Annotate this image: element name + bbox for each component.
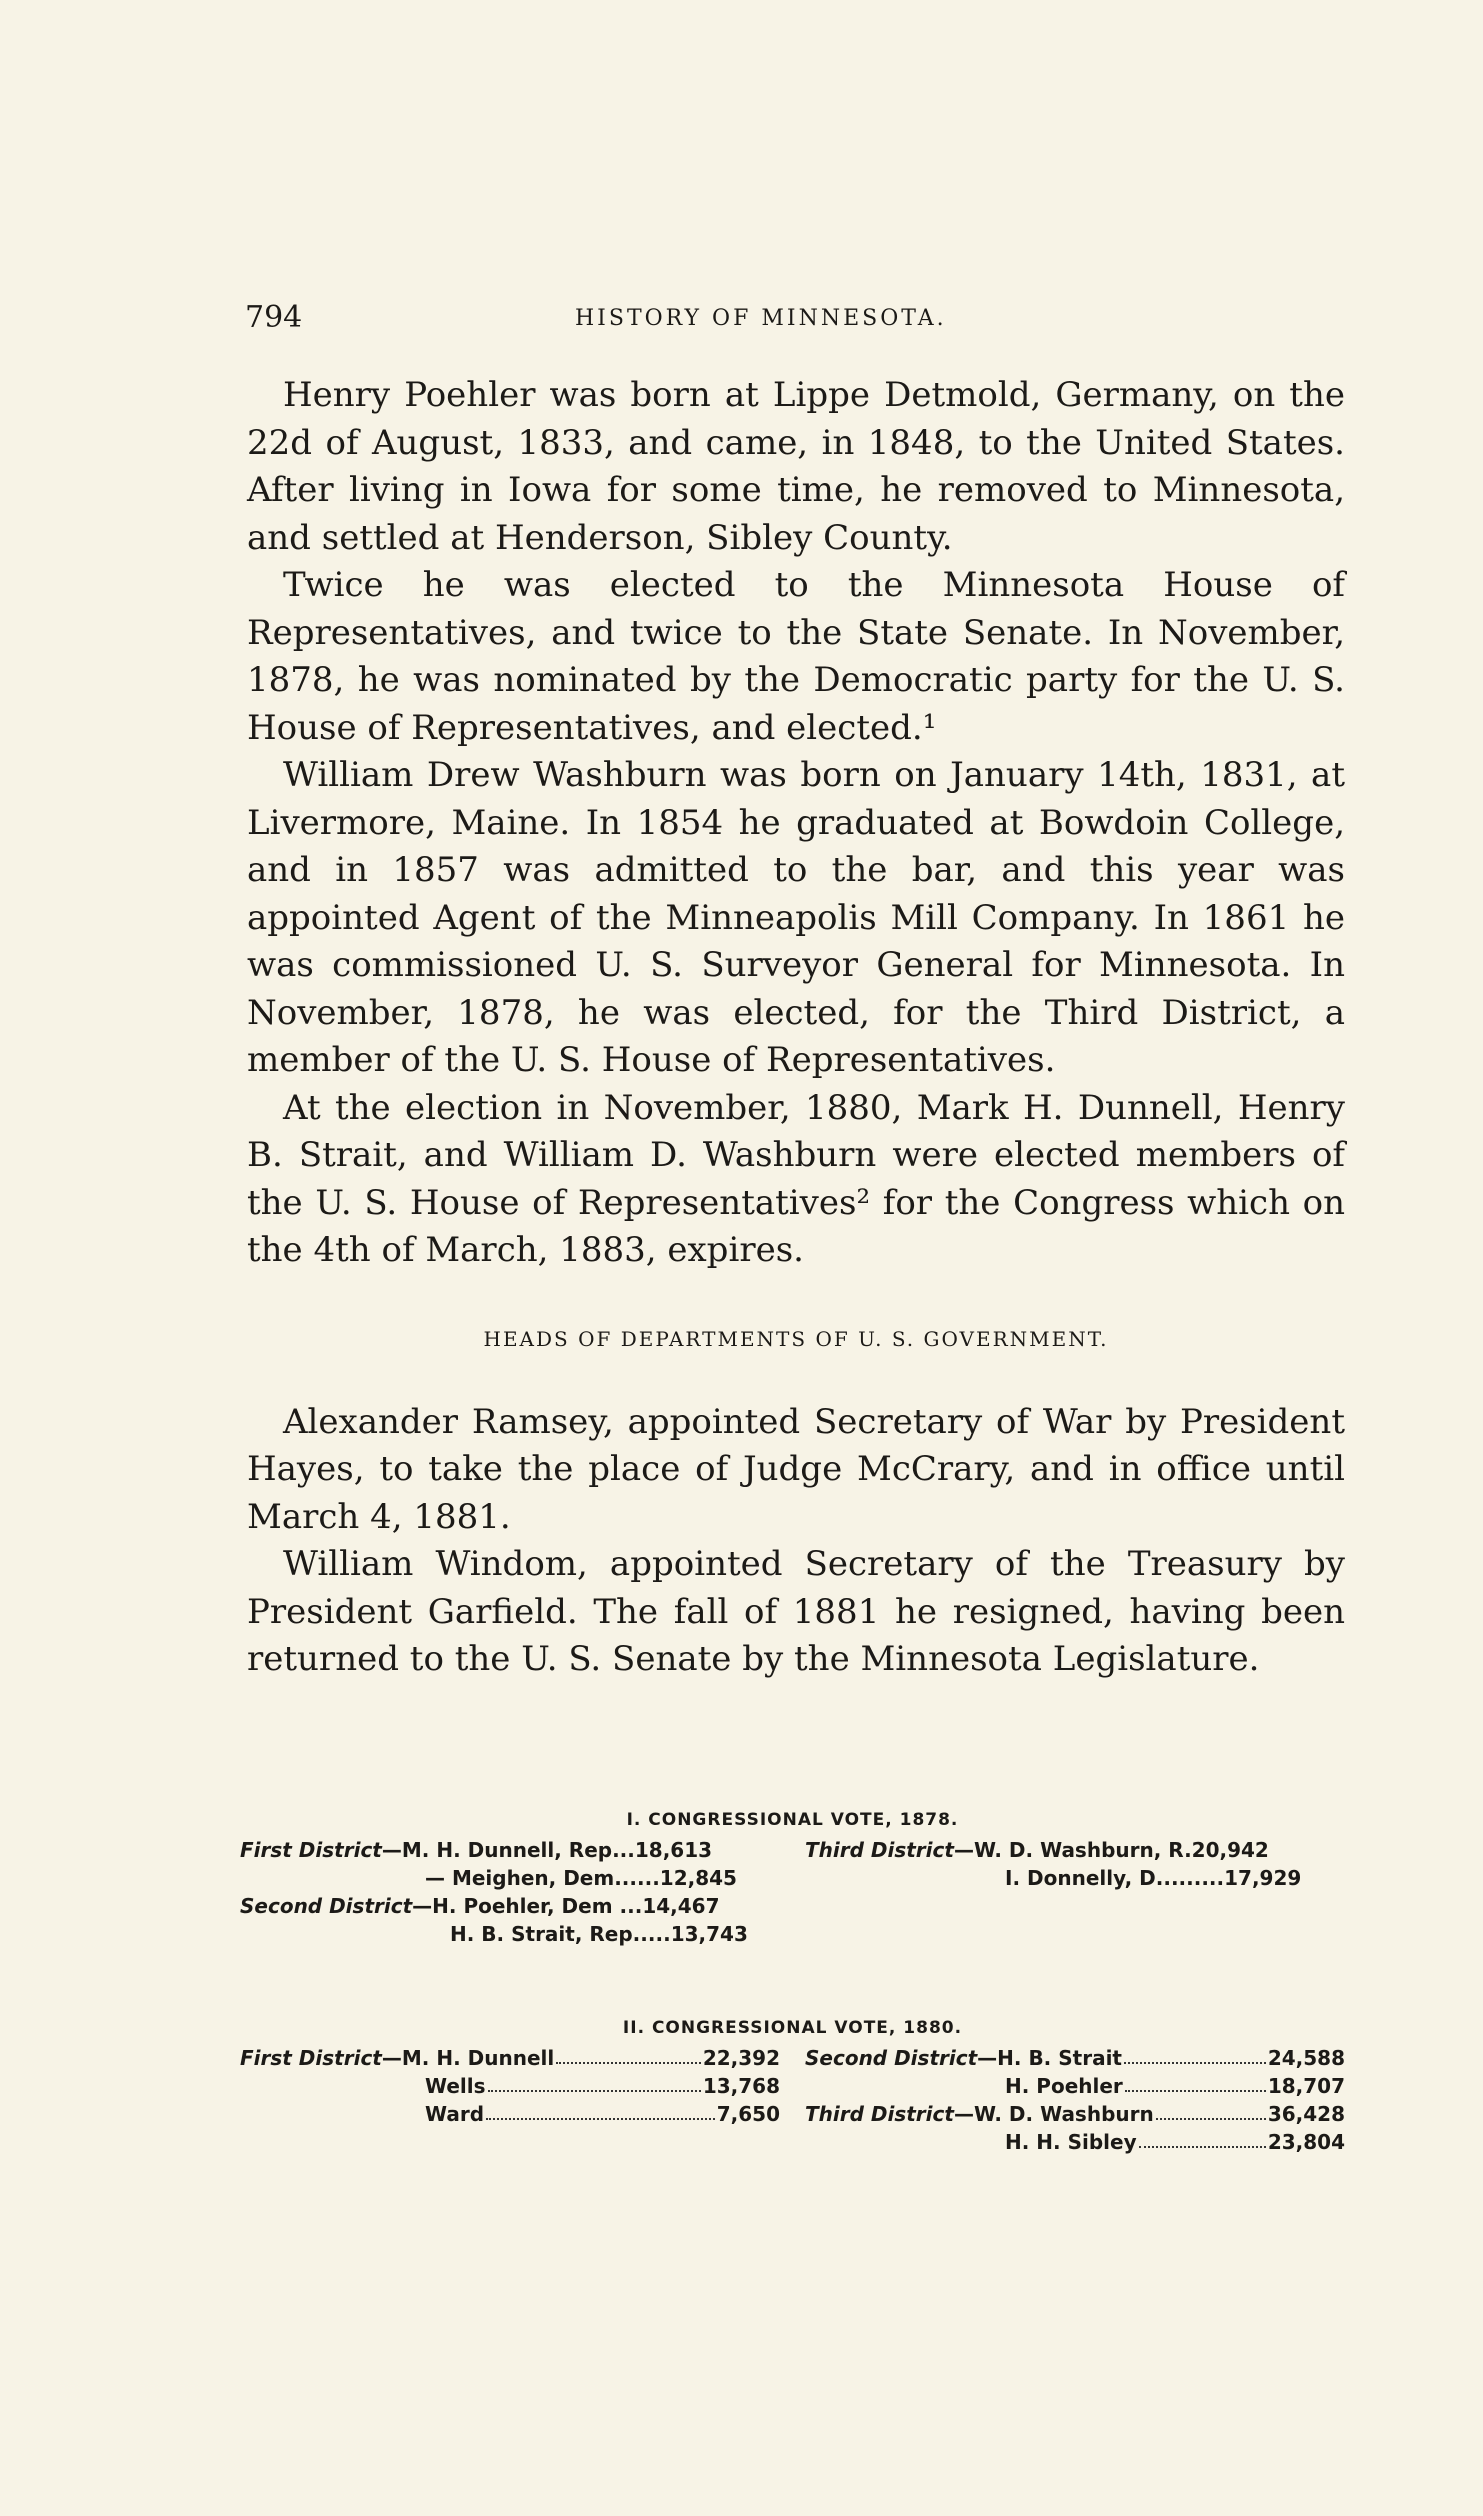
vote-count: 18,707 <box>1267 2074 1345 2098</box>
candidate-name: —H. B. Strait <box>977 2046 1122 2070</box>
vote-1878-right-column <box>805 1836 1345 1948</box>
candidate-name: H. B. Strait, Rep..... <box>450 1922 671 1946</box>
vote-count: 13,743 <box>670 1922 748 1946</box>
paragraph-washburn: William Drew Washburn was born on January 14th, 1831, at Livermore, Maine. In 1854 he graduated at Bowdoin College, and in 1857 was admitted to the bar, and this year was appointed Agent of the Minneapolis Mill Company. In 1861 he was commissioned U. S. Surveyor General for Minnesota. In November, 1878, he was elected, for the Third District, a member of the U. S. House of Representatives. <box>247 755 1345 1080</box>
paragraph-poehler-birth: Henry Poehler was born at Lippe Detmold, Germany, on the 22d of August, 1833, and came, in 1848, to the United States. After living in Iowa for some time, he removed to Minnesota, and settled at Henderson, Sibley County. <box>247 375 1345 558</box>
page-number: 794 <box>245 300 303 335</box>
vote-count: 17,929 <box>1224 1866 1302 1890</box>
table-row <box>240 2044 780 2072</box>
district-label: First District <box>240 1838 382 1862</box>
vote-count: 18,613 <box>634 1838 713 1862</box>
table-row <box>805 1836 1345 1864</box>
vote-count: 22,392 <box>702 2046 780 2070</box>
vote-count: 24,588 <box>1267 2046 1345 2070</box>
vote-1878-title: I. CONGRESSIONAL VOTE, 1878. <box>626 1810 959 1830</box>
vote-1880-title: II. CONGRESSIONAL VOTE, 1880. <box>622 2018 963 2038</box>
table-row <box>805 2100 1345 2128</box>
candidate-name: I. Donnelly, D......... <box>1005 1866 1225 1890</box>
vote-1878-left-column <box>240 1836 780 1948</box>
vote-1880-right-column <box>805 2044 1345 2156</box>
table-row <box>240 1920 780 1948</box>
district-label: First District <box>240 2046 382 2070</box>
candidate-name: H. H. Sibley <box>1005 2130 1137 2154</box>
candidate-name: Ward <box>425 2102 485 2126</box>
candidate-name: —H. Poehler, Dem ... <box>412 1894 643 1918</box>
paragraph-election-1880: At the election in November, 1880, Mark H. Dunnell, Henry B. Strait, and William D. Washburn were elected members of the U. S. House of Representatives² for the Congress which on the 4th of March, 1883, expires. <box>247 1087 1345 1270</box>
table-row <box>240 1836 780 1864</box>
leader-dots <box>1124 2044 1266 2064</box>
page-header <box>245 300 1345 340</box>
section-heading: HEADS OF DEPARTMENTS OF U. S. GOVERNMENT. <box>483 1326 1109 1351</box>
paragraph-poehler-career: Twice he was elected to the Minnesota House of Representatives, and twice to the State Senate. In November, 1878, he was nominated by the Democratic party for the U. S. House of Representatives, and elected.¹ <box>247 565 1345 748</box>
leader-dots <box>1156 2100 1266 2120</box>
table-row <box>240 2100 780 2128</box>
table-row <box>240 1864 780 1892</box>
vote-count: 23,804 <box>1267 2130 1345 2154</box>
vote-count: 20,942 <box>1191 1838 1269 1862</box>
running-head: HISTORY OF MINNESOTA. <box>575 306 947 331</box>
candidate-name: —W. D. Washburn, R. <box>953 1838 1192 1862</box>
table-row <box>805 2128 1345 2156</box>
table-row <box>805 2044 1345 2072</box>
paragraph-windom: William Windom, appointed Secretary of the Treasury by President Garfield. The fall of 1881 he resigned, having been returned to the U. S. Senate by the Minnesota Legislature. <box>247 1544 1345 1679</box>
vote-count: 13,768 <box>702 2074 780 2098</box>
candidate-name: —M. H. Dunnell, Rep... <box>381 1838 635 1862</box>
vote-count: 12,845 <box>659 1866 737 1890</box>
vote-1880-table <box>240 2044 1345 2156</box>
leader-dots <box>488 2072 701 2092</box>
candidate-name: —M. H. Dunnell <box>381 2046 555 2070</box>
vote-1880-left-column <box>240 2044 780 2156</box>
district-label: Third District <box>805 1838 954 1862</box>
vote-count: 14,467 <box>642 1894 720 1918</box>
leader-dots <box>556 2044 701 2064</box>
district-label: Second District <box>240 1894 413 1918</box>
vote-count: 7,650 <box>716 2102 780 2126</box>
table-row <box>240 2072 780 2100</box>
candidate-name: H. Poehler <box>1005 2074 1123 2098</box>
vote-1878-table <box>240 1836 1345 1948</box>
district-label: Third District <box>805 2102 954 2126</box>
vote-count: 36,428 <box>1267 2102 1345 2126</box>
table-row <box>805 2072 1345 2100</box>
table-row <box>805 1864 1345 1892</box>
leader-dots <box>1125 2072 1266 2092</box>
candidate-name: Wells <box>425 2074 486 2098</box>
body-text <box>247 372 1345 1684</box>
candidate-name: —W. D. Washburn <box>953 2102 1154 2126</box>
district-label: Second District <box>805 2046 978 2070</box>
vote-tables <box>240 1810 1345 2156</box>
leader-dots <box>1139 2128 1266 2148</box>
paragraph-ramsey: Alexander Ramsey, appointed Secretary of War by President Hayes, to take the place of Judge McCrary, and in office until March 4, 1881. <box>247 1401 1345 1537</box>
leader-dots <box>486 2100 715 2120</box>
table-row <box>240 1892 780 1920</box>
candidate-name: — Meighen, Dem...... <box>425 1866 660 1890</box>
